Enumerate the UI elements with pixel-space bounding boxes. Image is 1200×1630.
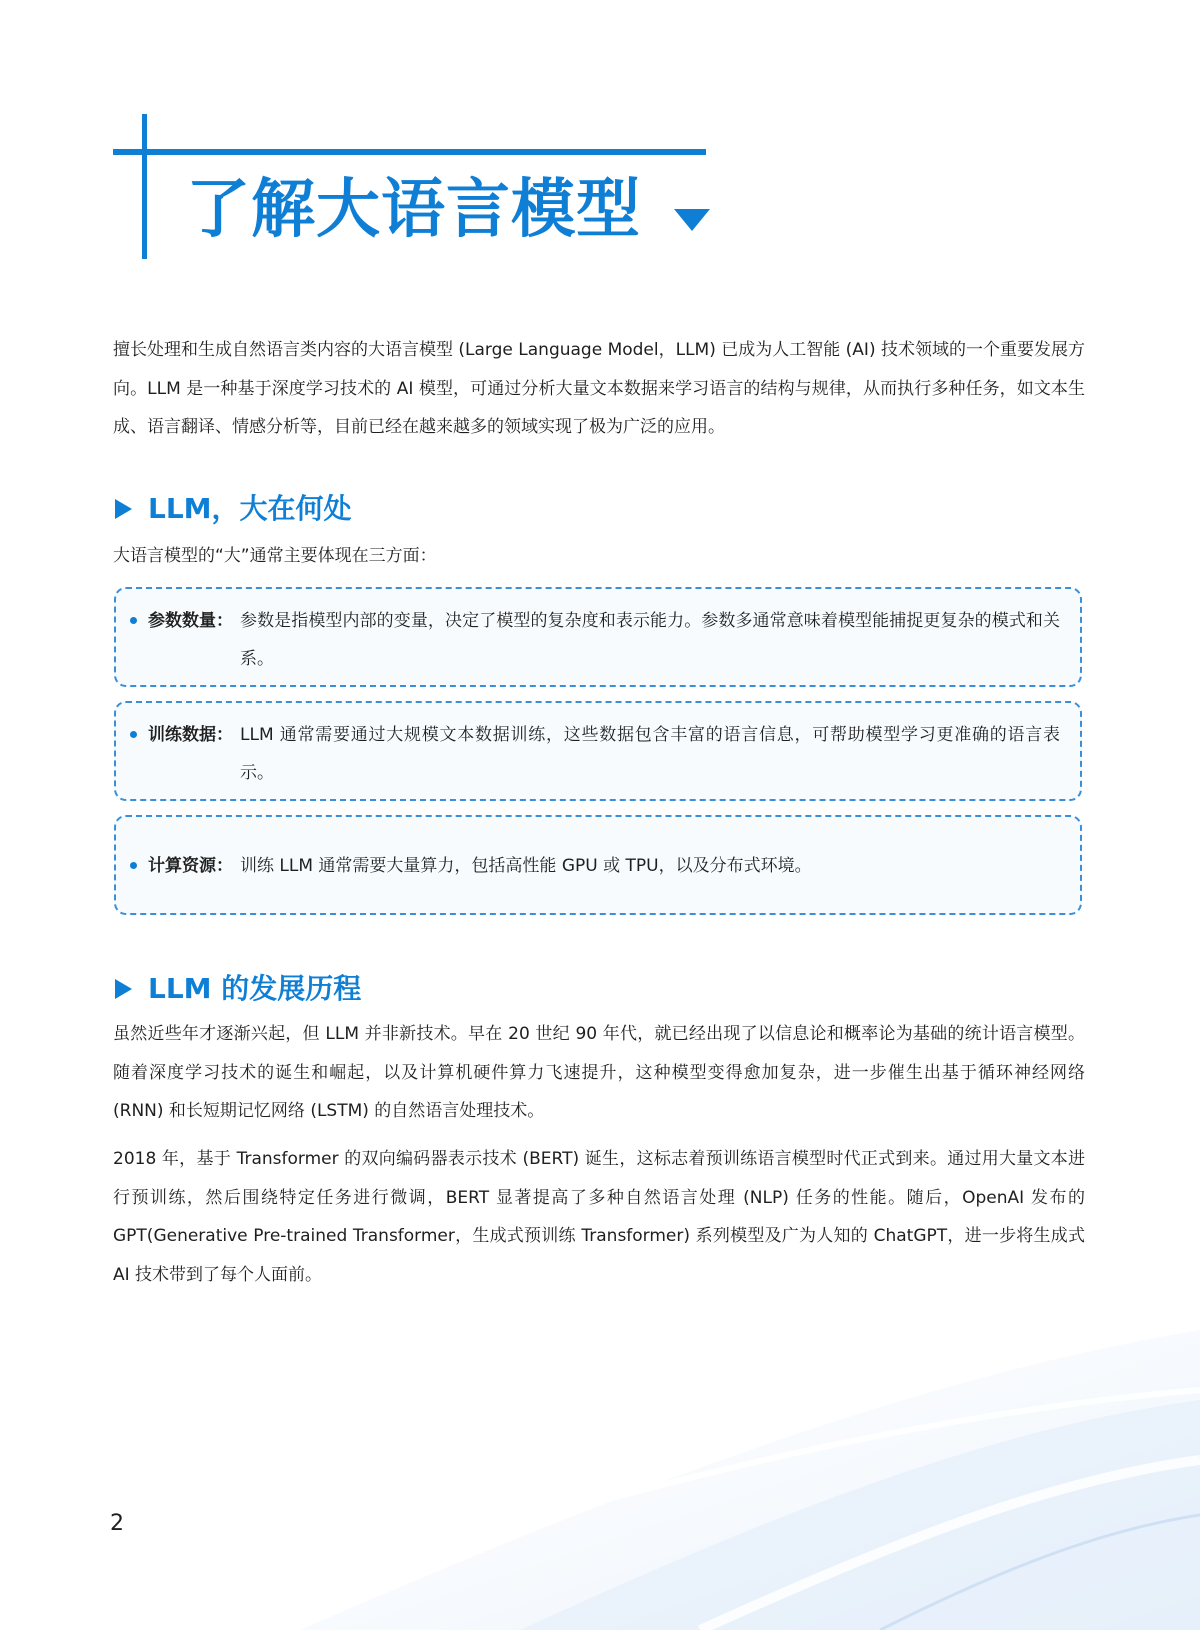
section-lead: 大语言模型的“大”通常主要体现在三方面： (113, 546, 437, 566)
card-description: 训练 LLM 通常需要大量算力，包括高性能 GPU 或 TPU，以及分布式环境。 (240, 856, 812, 876)
card-term: 参数数量： (148, 611, 233, 631)
card-description: LLM 通常需要通过大规模文本数据训练，这些数据包含丰富的语言信息，可帮助模型学习更准确的语言表示。 (240, 725, 1060, 783)
info-card-training-data (114, 701, 1082, 801)
triangle-right-icon (115, 979, 132, 999)
bullet-dot-icon (130, 731, 137, 738)
title-vertical-rule (142, 114, 147, 259)
page-number: 2 (110, 1511, 124, 1536)
card-description: 参数是指模型内部的变量，决定了模型的复杂度和表示能力。参数多通常意味着模型能捕捉更复杂的模式和关系。 (240, 611, 1060, 669)
bullet-dot-icon (130, 617, 137, 624)
section-heading-text: LLM，大在何处 (148, 492, 352, 525)
bullet-dot-icon (130, 862, 137, 869)
history-paragraph-2: 2018 年，基于 Transformer 的双向编码器表示技术 (BERT) 诞生，这标志着预训练语言模型时代正式到来。通过用大量文本进行预训练，然后围绕特定任务进行微调，BERT 显著提高了多种自然语言处理 (NLP) 任务的性能。随后，OpenAI 发布的 GPT(Generative Pre-trained Transformer，生成式预训练 Transformer) 系列模型及广为人知的 ChatGPT，进一步将生成式 AI 技术带到了每个人面前。 (113, 1149, 1085, 1285)
info-card-compute (114, 815, 1082, 915)
card-term: 计算资源： (148, 856, 233, 876)
title-horizontal-rule (113, 149, 706, 155)
intro-paragraph: 擅长处理和生成自然语言类内容的大语言模型 (Large Language Model，LLM) 已成为人工智能 (AI) 技术领域的一个重要发展方向。LLM 是一种基于深度学习技术的 AI 模型，可通过分析大量文本数据来学习语言的结构与规律，从而执行多种任务，如文本生成、语言翻译、情感分析等，目前已经在越来越多的领域实现了极为广泛的应用。 (113, 340, 1085, 437)
card-term: 训练数据： (148, 725, 233, 745)
history-paragraph-1: 虽然近些年才逐渐兴起，但 LLM 并非新技术。早在 20 世纪 90 年代，就已经出现了以信息论和概率论为基础的统计语言模型。随着深度学习技术的诞生和崛起，以及计算机硬件算力飞速提升，这种模型变得愈加复杂，进一步催生出基于循环神经网络 (RNN) 和长短期记忆网络 (LSTM) 的自然语言处理技术。 (113, 1024, 1085, 1121)
section-heading-text: LLM 的发展历程 (148, 972, 362, 1005)
page-title: 了解大语言模型 (186, 173, 641, 247)
triangle-right-icon (115, 499, 132, 519)
triangle-down-icon (674, 209, 710, 231)
info-card-parameters (114, 587, 1082, 687)
